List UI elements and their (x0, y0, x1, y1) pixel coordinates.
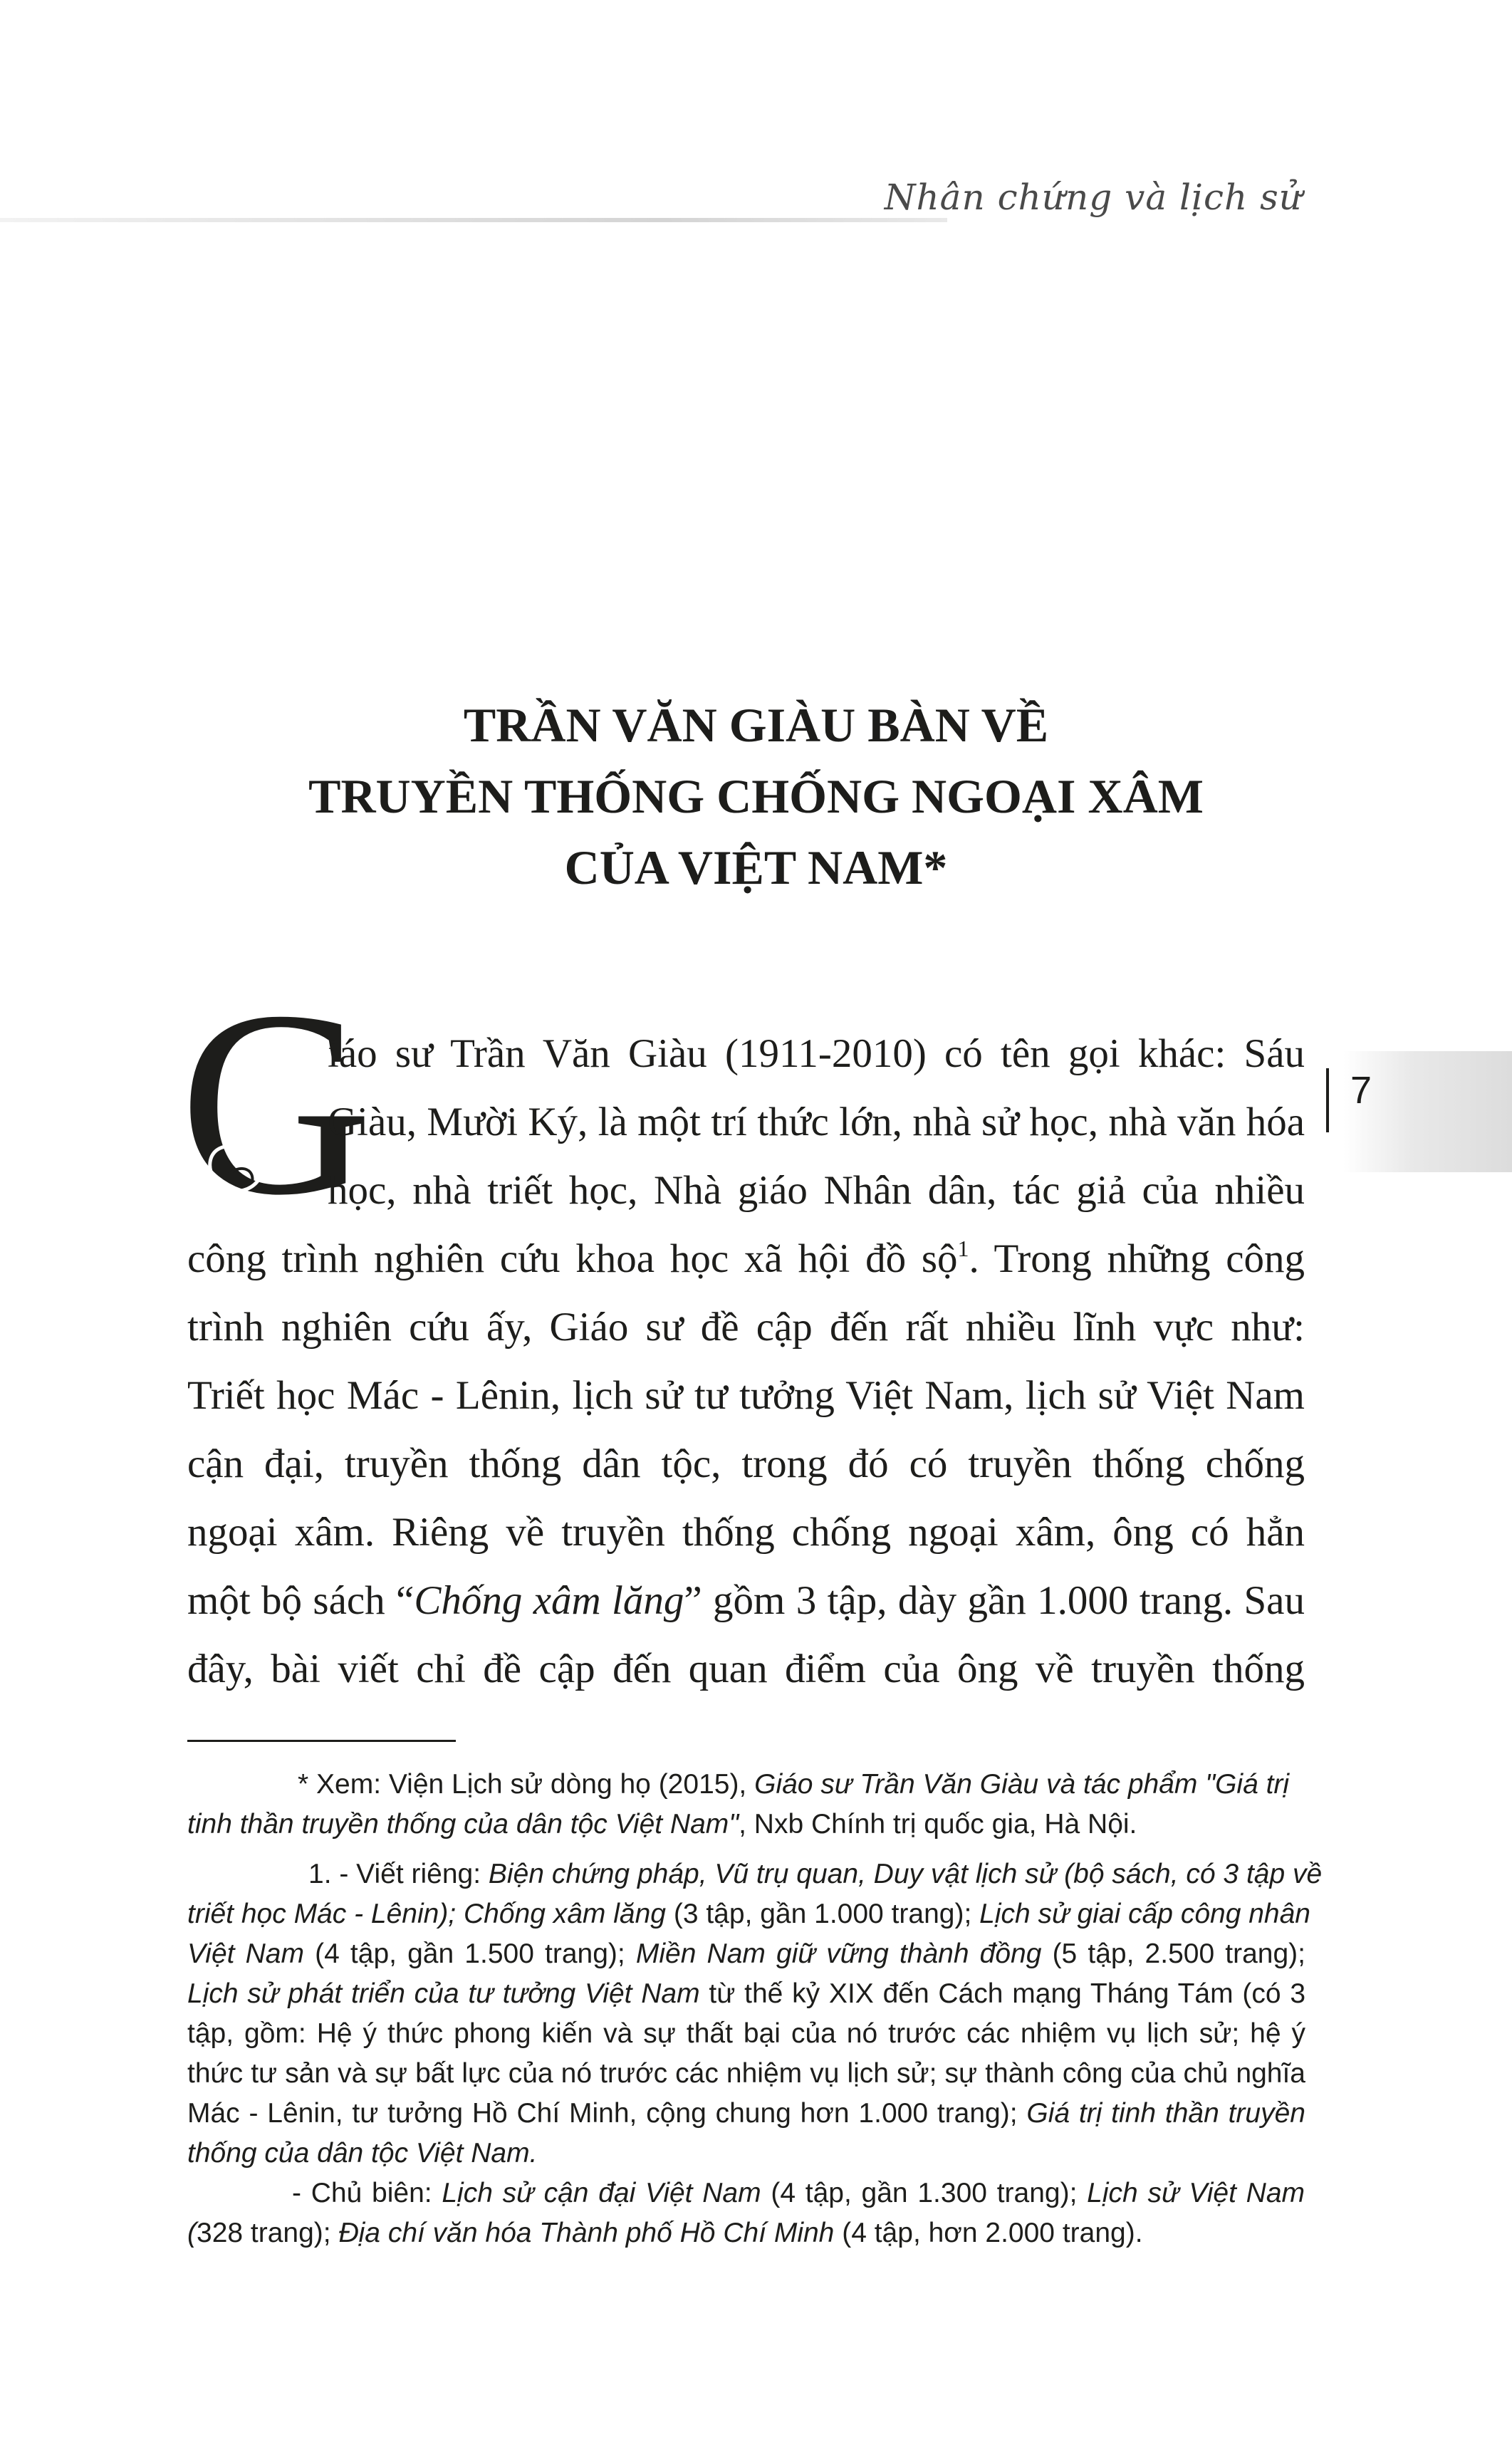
body-line-5: trình nghiên cứu ấy, Giáo sư đề cập đến rất nhiều lĩnh vực như: (187, 1305, 1305, 1350)
footnote-1-title-a: Biện chứng pháp, Vũ trụ quan, Duy vật lịch sử (bộ sách, có 3 tập về (488, 1859, 1323, 1889)
dropcap-ornament (178, 957, 371, 1250)
book-title-chong-xam-lang: Chống xâm lăng (414, 1578, 684, 1623)
footnote-1-text-i: (4 tập, gần 1.300 trang); (761, 2178, 1088, 2208)
footnote-1-title-h: thống của dân tộc Việt Nam. (187, 2138, 538, 2169)
footnote-star-line-2 (187, 1805, 1305, 1844)
footnote-1-title-e: Miền Nam giữ vững thành đồng (635, 1939, 1042, 1969)
footnote-1-line-9 (292, 2174, 1305, 2213)
footnote-1-line-8 (187, 2134, 1305, 2174)
footnote-1-line-6: thức tư sản và sự bất lực của nó trước các nhiệm vụ lịch sử; sự thành công của chủ nghĩa (187, 2058, 1305, 2089)
body-line-4-rest: . Trong những công (969, 1236, 1305, 1281)
footnote-1-text-g: Mác - Lênin, tư tưởng Hồ Chí Minh, cộng chung hơn 1.000 trang); (187, 2098, 1027, 2129)
footnote-1-title-j: Lịch sử Việt Nam (1087, 2178, 1305, 2208)
body-line-9-text: một bộ sách “ (187, 1578, 415, 1623)
footnote-star-text: * Xem: Viện Lịch sử dòng họ (2015), (298, 1769, 755, 1800)
title-line-1: TRẦN VĂN GIÀU BÀN VỀ (463, 698, 1049, 752)
body-line-2: Giàu, Mười Ký, là một trí thức lớn, nhà sử học, nhà văn hóa (328, 1100, 1305, 1144)
footnote-1-title-i: Lịch sử cận đại Việt Nam (442, 2178, 761, 2208)
dropcap-letter: G (179, 957, 371, 1250)
body-line-3: học, nhà triết học, Nhà giáo Nhân dân, tác giả của nhiều (328, 1168, 1305, 1213)
footnote-1-text-b: (3 tập, gần 1.000 trang); (666, 1899, 980, 1929)
footnote-1-title-b: triết học Mác - Lênin); Chống xâm lăng (187, 1899, 666, 1929)
page-number-bar (1326, 1068, 1329, 1132)
body-line-9 (187, 1567, 1305, 1635)
footnote-ref-1: 1 (957, 1236, 969, 1261)
body-line-4 (187, 1225, 1305, 1298)
body-line-8: ngoại xâm. Riêng về truyền thống chống ngoại xâm, ông có hẳn (187, 1510, 1305, 1555)
footnote-1-line-4 (187, 1974, 1305, 2014)
footnote-1-text-e: (5 tập, 2.500 trang); (1041, 1939, 1305, 1969)
footnote-1-title-c: Lịch sử giai cấp công nhân (979, 1899, 1310, 1929)
running-head: Nhân chứng và lịch sử (884, 177, 1303, 218)
footnote-1-title-k: Địa chí văn hóa Thành phố Hồ Chí Minh (338, 2218, 835, 2248)
footnote-star-line-1 (298, 1765, 1305, 1805)
page-number: 7 (1350, 1069, 1372, 1112)
body-line-10: đây, bài viết chỉ đề cập đến quan điểm của ông về truyền thống (187, 1647, 1305, 1691)
footnote-1-paren: ( (187, 2218, 197, 2248)
footnote-1-text-d: (4 tập, gần 1.500 trang); (303, 1939, 636, 1969)
body-line-7: cận đại, truyền thống dân tộc, trong đó có truyền thống chống (187, 1441, 1305, 1486)
footnote-1-title-f: Lịch sử phát triển của tư tưởng Việt Nam (187, 1978, 700, 2009)
footnote-1-line-7 (187, 2094, 1305, 2134)
footnote-1-text-f: từ thế kỷ XIX đến Cách mạng Tháng Tám (có 3 (699, 1978, 1306, 2009)
footnote-1-lead: 1. - Viết riêng: (308, 1859, 489, 1889)
footnote-1-line-5: tập, gồm: Hệ ý thức phong kiến và sự thất bại của nó trước các nhiệm vụ lịch sử; hệ ý (187, 2018, 1305, 2049)
footnote-1-text-l: (4 tập, hơn 2.000 trang). (834, 2218, 1143, 2248)
footnote-star-title-cont: tinh thần truyền thống của dân tộc Việt Nam" (187, 1809, 739, 1840)
footnote-star-publisher: , Nxb Chính trị quốc gia, Hà Nội. (739, 1809, 1137, 1840)
footnote-1-line-1 (308, 1854, 1323, 1894)
title-line-3: CỦA VIỆT NAM* (564, 840, 948, 894)
footnote-1-line-3 (187, 1934, 1305, 1974)
body-line-4-text: công trình nghiên cứu khoa học xã hội đồ sộ (187, 1236, 958, 1281)
body-line-1: iáo sư Trần Văn Giàu (1911-2010) có tên gọi khác: Sáu (328, 1031, 1305, 1076)
footnote-1-text-k: 328 trang); (197, 2218, 339, 2248)
footnote-rule (187, 1740, 456, 1742)
footnote-1-title-d: Việt Nam (187, 1939, 304, 1969)
footnote-1-title-g: Giá trị tinh thần truyền (1026, 2098, 1305, 2129)
footnote-1-line-10 (187, 2213, 1305, 2253)
title-line-2: TRUYỀN THỐNG CHỐNG NGOẠI XÂM (308, 769, 1204, 823)
body-line-6: Triết học Mác - Lênin, lịch sử tư tưởng Việt Nam, lịch sử Việt Nam (187, 1373, 1305, 1418)
footnote-star-title: Giáo sư Trần Văn Giàu và tác phẩm "Giá trị (754, 1769, 1290, 1800)
body-line-9-rest: ” gồm 3 tập, dày gần 1.000 trang. Sau (684, 1578, 1305, 1623)
header-rule (0, 218, 947, 222)
footnote-1-editor-lead: - Chủ biên: (292, 2178, 442, 2208)
footnote-1-line-2 (187, 1894, 1310, 1934)
article-title (0, 689, 1512, 903)
